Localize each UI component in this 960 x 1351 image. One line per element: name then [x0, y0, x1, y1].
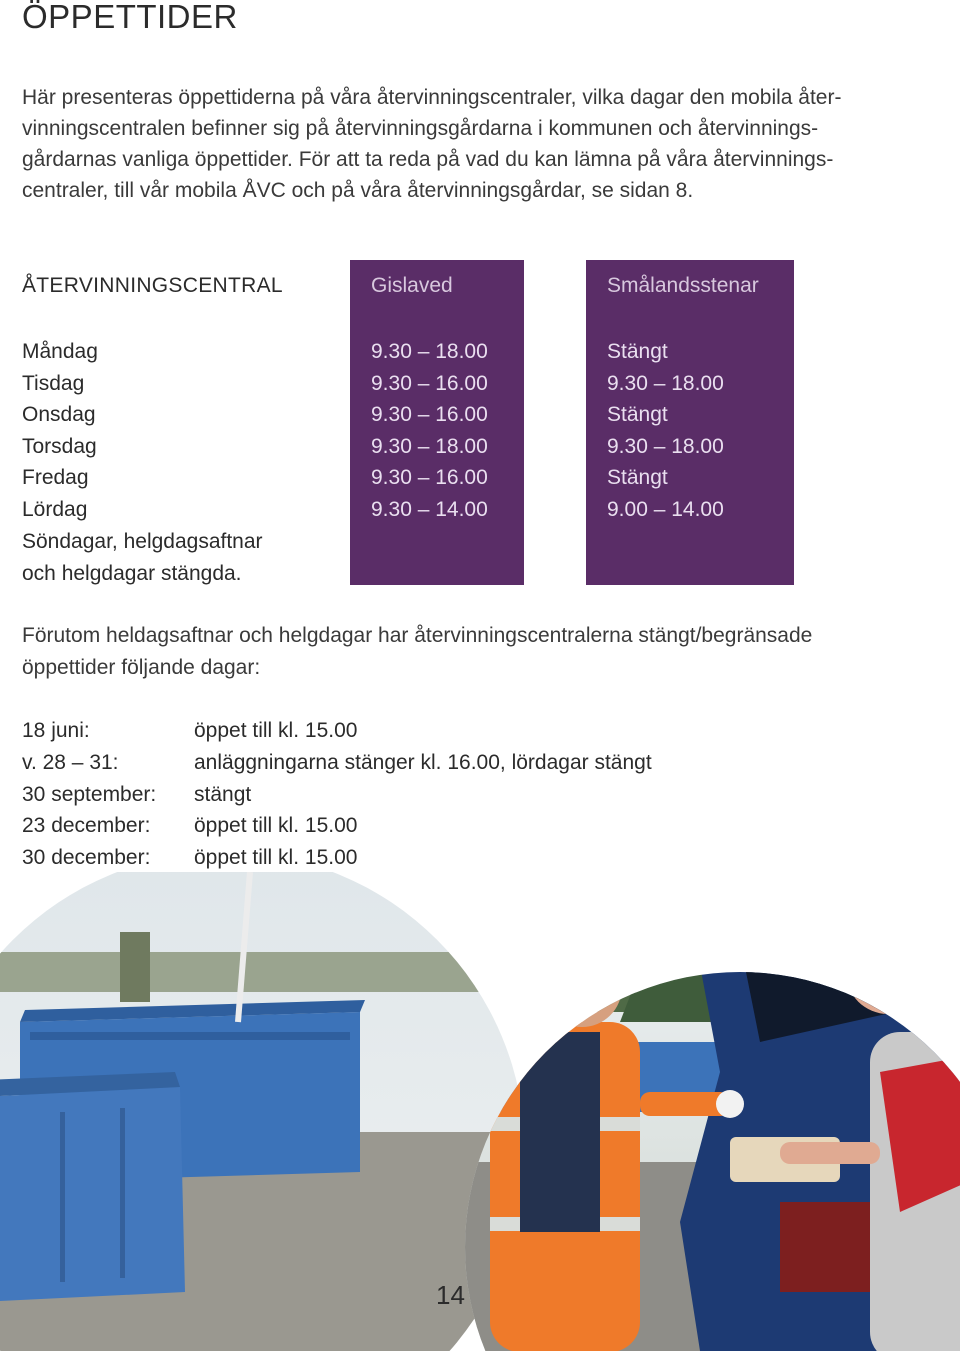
smalandsstenar-hours: Stängt [607, 340, 668, 363]
special-day-info: stängt [194, 782, 252, 806]
special-day-date: v. 28 – 31: [22, 750, 119, 774]
gislaved-hours-list [371, 336, 488, 526]
page-title: ÖPPETTIDER [22, 0, 238, 35]
table-header-label: ÅTERVINNINGSCENTRAL [22, 274, 283, 297]
special-day-row [22, 842, 652, 874]
weekday-list [22, 336, 98, 526]
special-hours-intro [22, 620, 922, 684]
closed-note-line: och helgdagar stängda. [22, 561, 242, 585]
intro-line: gårdarnas vanliga öppettider. För att ta reda på vad du kan lämna på våra återvinnings- [22, 148, 834, 171]
intro-line: vinningscentralen befinner sig på återvinningsgårdarna i kommunen och återvinnings- [22, 117, 819, 140]
closed-days-note [22, 526, 263, 589]
special-day-info: öppet till kl. 15.00 [194, 814, 358, 838]
gislaved-hours: 9.30 – 14.00 [371, 497, 488, 521]
car-trunk-photo [440, 882, 960, 1351]
weekday: Torsdag [22, 434, 97, 458]
blue-container [0, 1087, 185, 1302]
special-days-list [22, 715, 652, 874]
special-day-info: anläggningarna stänger kl. 16.00, lördagar stängt [194, 750, 652, 774]
closed-note-line: Söndagar, helgdagsaftnar [22, 530, 263, 553]
recycling-center-photo [0, 872, 960, 1351]
smalandsstenar-hours-list [607, 336, 724, 526]
gislaved-hours: 9.30 – 16.00 [371, 466, 488, 490]
intro-line: Här presenteras öppettiderna på våra återvinningscentraler, vilka dagar den mobila åter- [22, 86, 842, 109]
table-header-gislaved: Gislaved [371, 274, 453, 297]
gislaved-hours: 9.30 – 18.00 [371, 434, 488, 458]
special-intro-line: Förutom heldagsaftnar och helgdagar har återvinningscentralerna stängt/begränsade [22, 624, 813, 647]
special-day-row [22, 779, 652, 811]
special-intro-line: öppettider följande dagar: [22, 656, 261, 679]
table-header-smalandsstenar: Smålandsstenar [607, 274, 759, 297]
gislaved-hours: 9.30 – 16.00 [371, 403, 488, 427]
special-day-info: öppet till kl. 15.00 [194, 719, 358, 742]
weekday: Måndag [22, 340, 98, 363]
special-day-row [22, 715, 652, 747]
smalandsstenar-hours: Stängt [607, 466, 668, 490]
smalandsstenar-hours: 9.30 – 18.00 [607, 371, 724, 395]
gislaved-hours: 9.30 – 16.00 [371, 371, 488, 395]
special-day-date: 23 december: [22, 814, 151, 838]
weekday: Lördag [22, 497, 88, 521]
weekday: Tisdag [22, 371, 85, 395]
smalandsstenar-hours: 9.30 – 18.00 [607, 434, 724, 458]
intro-line: centraler, till vår mobila ÅVC och på våra återvinningsgårdar, se sidan 8. [22, 179, 694, 202]
smalandsstenar-hours: Stängt [607, 403, 668, 427]
special-day-info: öppet till kl. 15.00 [194, 846, 358, 870]
special-day-date: 18 juni: [22, 719, 90, 742]
intro-paragraph [22, 82, 922, 206]
special-day-row [22, 747, 652, 779]
smalandsstenar-hours: 9.00 – 14.00 [607, 497, 724, 521]
page-number: 14 [436, 1280, 465, 1310]
weekday: Onsdag [22, 403, 96, 427]
weekday: Fredag [22, 466, 89, 490]
gislaved-hours: 9.30 – 18.00 [371, 340, 488, 363]
special-day-date: 30 december: [22, 846, 151, 870]
special-day-date: 30 september: [22, 782, 157, 806]
special-day-row [22, 810, 652, 842]
